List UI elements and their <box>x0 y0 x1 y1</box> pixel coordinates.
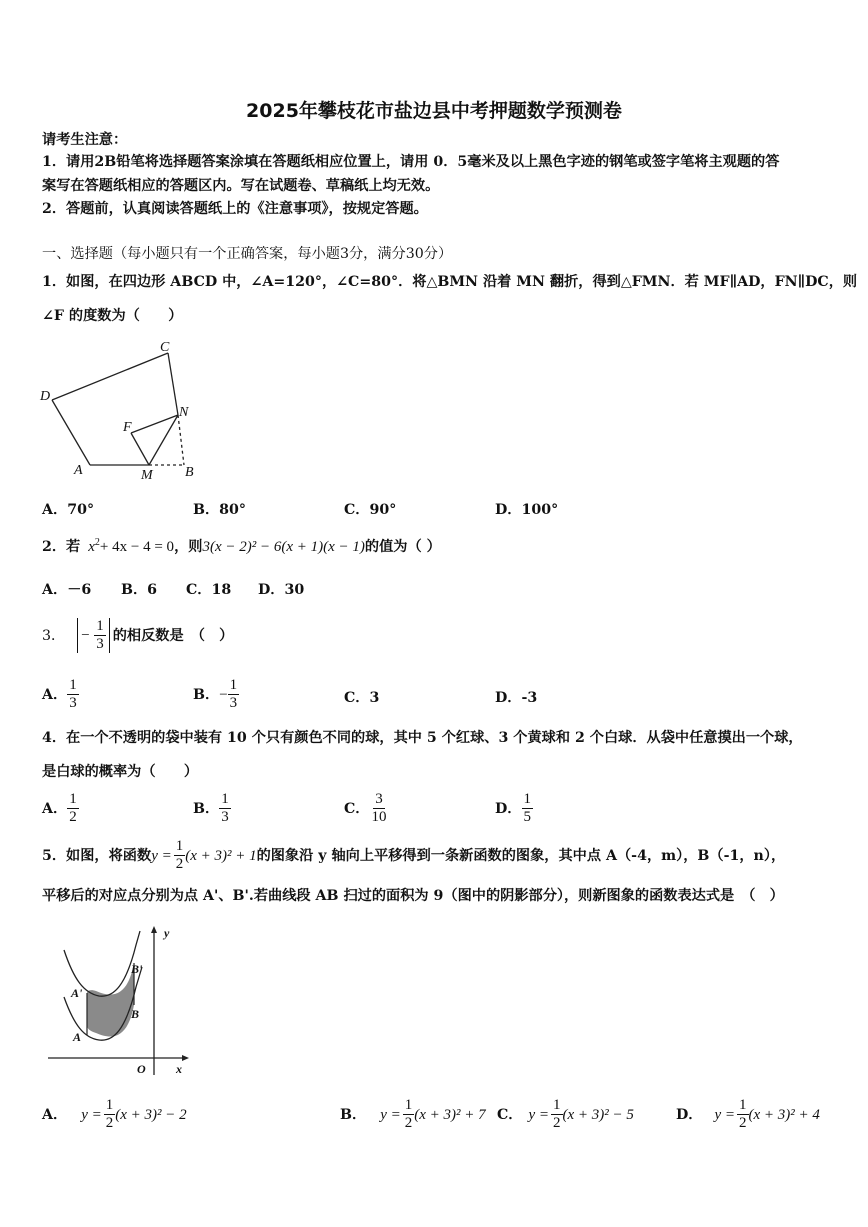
q4-option-a-fraction <box>67 791 79 826</box>
q5-suffix: 的图象沿 y 轴向上平移得到一条新函数的图象，其中点 A（-4，m），B（-1，n）， <box>256 847 786 864</box>
q4-option-d[interactable] <box>495 791 533 826</box>
q5-y-equals: y = <box>151 847 172 864</box>
q4-option-b-den: 3 <box>221 809 229 825</box>
q5-option-a-tail: (x + 3)² − 2 <box>115 1106 187 1123</box>
q5-option-a-y: y = <box>81 1106 102 1123</box>
q3-option-b-label: B． <box>193 686 220 703</box>
q5-label-a-prime: A' <box>71 986 83 1000</box>
q4-option-c-num: 3 <box>375 791 383 807</box>
q2-option-c[interactable]: C．18 <box>186 582 232 598</box>
q5-option-d-label: D． <box>676 1106 703 1123</box>
q4-option-c-label: C． <box>344 800 370 817</box>
q2-equation-var: x <box>88 539 95 555</box>
q5-option-d[interactable] <box>676 1097 820 1132</box>
notice-line-2: 案写在答题纸相应的答题区内。写在试题卷、草稿纸上均无效。 <box>42 178 440 194</box>
q5-stem-line-1 <box>42 838 785 873</box>
q1-option-b[interactable]: B．80° <box>193 502 247 518</box>
q4-option-c-fraction <box>369 791 388 826</box>
q5-label-a: A <box>73 1030 82 1044</box>
page-title: 2025年攀枝花市盐边县中考押题数学预测卷 <box>246 100 622 122</box>
q5-label-origin: O <box>137 1062 146 1076</box>
q4-option-a-den: 2 <box>69 809 77 825</box>
q5-option-c-y: y = <box>528 1106 550 1123</box>
notice-heading: 请考生注意： <box>42 132 128 148</box>
q1-stem-line-2: ∠F 的度数为（ ） <box>42 308 183 324</box>
q5-option-c[interactable] <box>497 1097 634 1132</box>
q2-equation-exp: 2 <box>94 537 100 548</box>
q3-option-a-den: 3 <box>69 695 77 711</box>
q3-option-a[interactable] <box>42 677 79 712</box>
q3-stem <box>42 618 233 653</box>
q4-option-c[interactable] <box>344 791 388 826</box>
q5-function-tail: (x + 3)² + 1 <box>185 847 257 864</box>
q5-option-c-num: 1 <box>553 1097 561 1113</box>
q1-label-b: B <box>185 465 194 480</box>
q1-label-n: N <box>179 405 189 420</box>
q1-option-c[interactable]: C．90° <box>344 502 397 518</box>
q5-option-d-y: y = <box>714 1106 736 1123</box>
q4-option-a-num: 1 <box>69 791 77 807</box>
q5-fraction-den: 2 <box>175 856 184 872</box>
q3-absolute-value <box>77 618 109 653</box>
q1-option-a[interactable]: A．70° <box>42 502 95 518</box>
q5-option-b[interactable] <box>340 1097 486 1132</box>
q3-option-a-fraction <box>67 677 79 712</box>
section-heading: 一、选择题（每小题只有一个正确答案，每小题3分，满分30分） <box>42 246 453 262</box>
q3-option-b-den: 3 <box>229 695 238 711</box>
q5-option-d-tail: (x + 3)² + 4 <box>748 1106 820 1123</box>
q1-label-f: F <box>123 420 132 435</box>
q4-option-d-den: 5 <box>523 809 531 825</box>
q5-fraction <box>174 838 186 873</box>
q3-number: 3． <box>42 627 66 644</box>
q2-stem <box>42 538 441 556</box>
q3-option-b-num: 1 <box>229 677 238 693</box>
q5-label-b: B <box>131 1007 140 1021</box>
q4-option-b-num: 1 <box>221 791 229 807</box>
q3-option-b-fraction <box>228 677 240 712</box>
q5-option-c-fraction <box>551 1097 563 1132</box>
q1-label-c: C <box>160 340 170 355</box>
q5-option-c-label: C． <box>497 1106 523 1123</box>
q1-option-d[interactable]: D．100° <box>495 502 559 518</box>
q5-option-c-tail: (x + 3)² − 5 <box>562 1106 634 1123</box>
q4-stem-line-2: 是白球的概率为（ ） <box>42 764 199 780</box>
q3-option-b-sign: − <box>219 686 228 703</box>
q3-option-c[interactable]: C．3 <box>344 690 380 706</box>
q5-option-d-fraction <box>737 1097 749 1132</box>
q5-option-d-num: 1 <box>739 1097 747 1113</box>
q4-option-b-fraction <box>219 791 231 826</box>
q2-prefix: 2．若 <box>42 539 81 555</box>
q2-equation-rest: + 4x − 4 = 0 <box>99 539 175 555</box>
q5-label-y-axis: y <box>164 926 170 940</box>
q4-option-c-den: 10 <box>371 809 387 825</box>
q4-option-a-label: A． <box>42 800 68 817</box>
q5-option-a-fraction <box>104 1097 116 1132</box>
q5-option-b-den: 2 <box>404 1115 413 1131</box>
q5-option-a-label: A． <box>42 1106 68 1123</box>
q5-option-a-den: 2 <box>105 1115 114 1131</box>
q3-fraction-num: 1 <box>96 618 104 634</box>
q2-option-a[interactable]: A．－6 <box>42 582 92 598</box>
notice-line-3: 2．答题前，认真阅读答题纸上的《注意事项》，按规定答题。 <box>42 201 428 217</box>
q3-option-a-num: 1 <box>69 677 77 693</box>
q5-stem-line-2: 平移后的对应点分别为点 A'、B'.若曲线段 AB 扫过的面积为 9（图中的阴影部分），则新图象的函数表达式是 （ ） <box>42 888 784 904</box>
q5-option-a-num: 1 <box>105 1097 114 1113</box>
q3-option-d[interactable]: D．-3 <box>495 690 538 706</box>
q4-option-b-label: B． <box>193 800 220 817</box>
q1-label-m: M <box>141 468 153 483</box>
q5-option-a[interactable] <box>42 1097 187 1132</box>
q2-option-b[interactable]: B．6 <box>121 582 158 598</box>
q5-option-b-y: y = <box>380 1106 401 1123</box>
q4-stem-line-1: 4．在一个不透明的袋中装有 10 个只有颜色不同的球，其中 5 个红球、3 个黄球和 2 个白球．从袋中任意摸出一个球， <box>42 730 803 746</box>
q4-option-a[interactable] <box>42 791 79 826</box>
q5-option-c-den: 2 <box>553 1115 561 1131</box>
q3-option-a-label: A． <box>42 686 68 703</box>
q5-fraction-num: 1 <box>175 838 184 854</box>
q2-option-d[interactable]: D．30 <box>258 582 305 598</box>
q5-parabola-figure <box>44 925 194 1080</box>
q5-option-b-label: B． <box>340 1106 367 1123</box>
q3-option-b[interactable] <box>193 677 239 712</box>
q5-option-b-fraction <box>403 1097 415 1132</box>
q3-suffix: 的相反数是 （ ） <box>112 627 234 644</box>
q3-fraction <box>94 618 106 653</box>
q1-quadrilateral-figure <box>36 338 206 486</box>
q1-label-d: D <box>40 389 51 404</box>
q2-mid: ，则 <box>174 539 203 555</box>
q1-label-a: A <box>74 463 83 478</box>
q4-option-d-label: D． <box>495 800 522 817</box>
q4-option-b[interactable] <box>193 791 231 826</box>
q5-option-d-den: 2 <box>739 1115 747 1131</box>
q1-stem-line-1: 1．如图，在四边形 ABCD 中，∠A=120°，∠C=80°．将△BMN 沿着 MN 翻折，得到△FMN．若 MF∥AD，FN∥DC，则 <box>42 274 858 290</box>
q2-suffix: 的值为（ ） <box>364 539 441 555</box>
q5-label-x-axis: x <box>176 1062 182 1076</box>
q3-minus-sign: − <box>81 627 90 644</box>
q3-fraction-den: 3 <box>96 636 104 652</box>
q5-prefix: 5．如图，将函数 <box>42 847 152 864</box>
q2-expression: 3(x − 2)² − 6(x + 1)(x − 1) <box>202 539 365 555</box>
q5-option-b-tail: (x + 3)² + 7 <box>414 1106 486 1123</box>
q4-option-d-num: 1 <box>523 791 531 807</box>
q5-label-b-prime: B' <box>131 962 143 976</box>
q4-option-d-fraction <box>522 791 534 826</box>
notice-line-1: 1．请用2B铅笔将选择题答案涂填在答题纸相应位置上，请用 0．5毫米及以上黑色字迹的钢笔或签字笔将主观题的答 <box>42 154 780 170</box>
q5-option-b-num: 1 <box>404 1097 413 1113</box>
